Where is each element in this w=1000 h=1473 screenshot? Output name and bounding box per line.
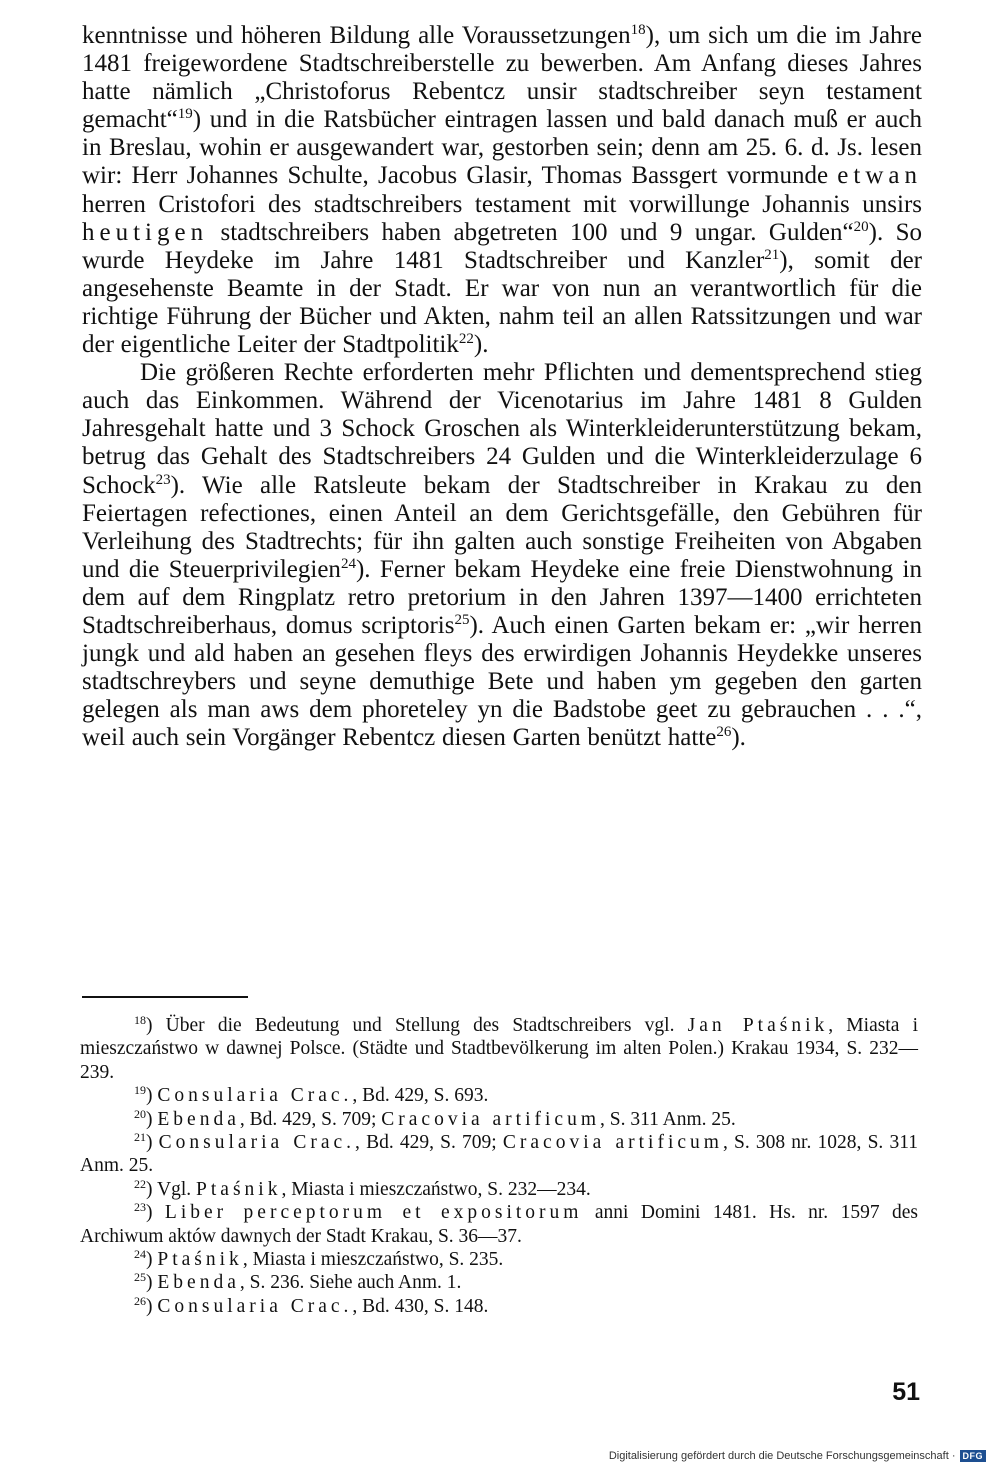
- text-run: ), somit der angesehenste Beamte in der Stadt. Er war von nun an verantwortlich für die richtige Führung der Bücher und Akten, nahm teil an allen Ratssitzungen und war der eigentliche Leiter der Stadtpolitik: [82, 246, 922, 359]
- footnote-reference: 22: [458, 331, 474, 348]
- paragraph-1: [82, 22, 922, 359]
- spaced-emphasis: Ptaśnik: [157, 1249, 243, 1271]
- spaced-emphasis: Ebenda: [157, 1272, 240, 1294]
- text-run: ) und in die Ratsbücher eintragen lassen und bald danach muß er auch in Breslau, wohin er ausgewandert war, gestorben sein; denn am 25. 6. d. Js. lesen wir: Herr Johannes Schulte, Jacobus Glasir, Thomas Bassgert vormunde: [82, 106, 922, 190]
- footnote: [80, 1295, 918, 1318]
- text-run: kenntnisse und höheren Bildung alle Voraussetzungen: [82, 22, 631, 49]
- text-run: , Bd. 429, S. 709;: [239, 1108, 382, 1130]
- text-run: , Bd. 430, S. 148.: [352, 1295, 489, 1317]
- spaced-emphasis: Ptaśnik: [196, 1178, 282, 1200]
- text-run: ): [146, 1108, 158, 1130]
- spaced-emphasis: etwan: [837, 162, 922, 190]
- footnote-number: 19: [134, 1083, 146, 1098]
- text-run: , Miasta i mieszczaństwo, S. 232—234.: [281, 1178, 591, 1200]
- footnote-reference: 21: [764, 246, 780, 263]
- footnote: [80, 1248, 918, 1271]
- footnote-reference: 19: [177, 106, 193, 123]
- spaced-emphasis: Cracovia artificum: [381, 1108, 600, 1130]
- footnote-number: 21: [134, 1130, 146, 1145]
- spaced-emphasis: Consularia Crac.: [157, 1085, 353, 1107]
- footnote-number: 22: [134, 1176, 146, 1191]
- footnote: [80, 1201, 918, 1248]
- footnote: [80, 1108, 918, 1131]
- spaced-emphasis: heutigen: [82, 218, 209, 246]
- digitization-credit: [609, 1450, 986, 1462]
- text-run: anni Domini 1481. Hs. nr. 1597 des Archiwum aktów dawnych der Stadt Krakau, S. 36—37.: [80, 1202, 918, 1247]
- footnote-separator: [82, 996, 248, 998]
- text-run: , Miasta i mieszczaństwo, S. 235.: [242, 1249, 504, 1271]
- credit-text: Digitalisierung gefördert durch die Deutsche Forschungsgemeinschaft ·: [608, 1450, 956, 1462]
- text-run: ) Über die Bedeutung und Stellung des Stadtschreibers vgl.: [146, 1015, 688, 1036]
- text-run: stadtschreibers haben abgetreten 100 und 9 ungar. Gulden“: [208, 218, 854, 246]
- footnote: [80, 1271, 918, 1294]
- text-run: ). Wie alle Ratsleute bekam der Stadtschreiber in Krakau zu den Feiertagen refectiones, einen Anteil an dem Gerichtsgefälle, den Gebühren für Verleihung des Stadtrechts; für ihn galten auch sonstige Freiheiten von Abgaben und die Steuerprivilegien: [82, 471, 922, 583]
- text-run: ).: [731, 724, 746, 752]
- spaced-emphasis: Cracovia artificum: [502, 1132, 723, 1154]
- footnote-number: 26: [134, 1293, 146, 1308]
- spaced-emphasis: Ebenda: [157, 1108, 240, 1130]
- footnote: [80, 1178, 918, 1201]
- footnote-reference: 25: [454, 611, 470, 628]
- text-run: Die größeren Rechte erforderten mehr Pflichten und dementsprechend stieg auch das Einkommen. Während der Vicenotarius im Jahre 1481 8 Gulden Jahresgehalt hatte und 3 Schock Groschen als Winterkleiderunterstützung bekam, betrug das Gehalt des Stadtschreibers 24 Gulden und die Winterkleiderzulage 6 Schock: [82, 359, 922, 499]
- text-run: ): [146, 1272, 158, 1294]
- footnote-number: 24: [134, 1247, 146, 1262]
- text-run: ) Vgl.: [146, 1178, 197, 1200]
- text-run: , Bd. 429, S. 709;: [355, 1132, 503, 1154]
- dfg-logo: DFG: [960, 1450, 987, 1462]
- spaced-emphasis: Jan Ptaśnik: [687, 1015, 829, 1036]
- text-run: , Miasta i mieszczaństwo w dawnej Polsce. (Städte und Stadtbevölkerung im alten Polen.) Krakau 1934, S. 232—239.: [80, 1015, 918, 1083]
- text-run: ): [146, 1202, 165, 1224]
- footnote-number: 20: [134, 1106, 146, 1121]
- footnote: [80, 1014, 918, 1084]
- footnote-number: 18: [134, 1013, 146, 1027]
- paragraph-2: [82, 359, 922, 752]
- spaced-emphasis: Consularia Crac.: [158, 1132, 356, 1154]
- text-run: ). Auch einen Garten bekam er: „wir herren jungk und ald haben an gesehen fleys des erwirdigen Johannis Heydekke unseres stadtschreybers und seyne demuthige Bete und haben ym gegeben den garten gelegen als man aws dem phoreteley yn die Badstobe geet zu gebrauchen . . .“, weil auch sein Vorgänger Rebentcz diesen Garten benützt hatte: [82, 611, 922, 752]
- footnotes: [80, 1014, 918, 1318]
- footnote-reference: 20: [853, 218, 869, 235]
- main-text: [82, 22, 922, 752]
- footnote: [80, 1131, 918, 1178]
- text-run: , S. 236. Siehe auch Anm. 1.: [239, 1272, 462, 1294]
- text-run: ): [146, 1249, 158, 1271]
- text-run: herren Cristofori des stadtschreibers testament mit vorwillunge Johannis unsirs: [82, 190, 922, 218]
- footnote-reference: 26: [716, 724, 732, 741]
- text-run: ): [146, 1132, 159, 1154]
- footnote-reference: 23: [155, 471, 171, 488]
- page-number: 51: [892, 1378, 920, 1406]
- spaced-emphasis: Consularia Crac.: [157, 1295, 353, 1317]
- text-run: ).: [473, 331, 489, 359]
- text-run: ): [146, 1085, 158, 1107]
- text-run: , S. 311 Anm. 25.: [600, 1108, 736, 1130]
- text-run: , Bd. 429, S. 693.: [352, 1085, 489, 1107]
- footnote: [80, 1084, 918, 1107]
- spaced-emphasis: Liber perceptorum et expositorum: [164, 1202, 583, 1224]
- footnote-number: 23: [134, 1200, 146, 1215]
- footnote-number: 25: [134, 1270, 146, 1285]
- text-run: , S. 308 nr. 1028, S. 311 Anm. 25.: [80, 1132, 918, 1177]
- footnote-reference: 24: [340, 555, 356, 572]
- text-run: ). Ferner bekam Heydeke eine freie Dienstwohnung in dem auf dem Ringplatz retro pretorium in den Jahren 1397—1400 errichteten Stadtschreiberhaus, domus scriptoris: [82, 555, 922, 639]
- text-run: ), um sich um die im Jahre 1481 freigewordene Stadtschreiberstelle zu bewerben. Am Anfang dieses Jahres hatte nämlich „Christoforus Rebentcz unsir stadtschreiber seyn testament gemacht“: [82, 22, 922, 134]
- text-run: ): [146, 1295, 158, 1317]
- footnote-reference: 18: [630, 22, 646, 38]
- text-run: ). So wurde Heydeke im Jahre 1481 Stadtschreiber und Kanzler: [82, 218, 923, 274]
